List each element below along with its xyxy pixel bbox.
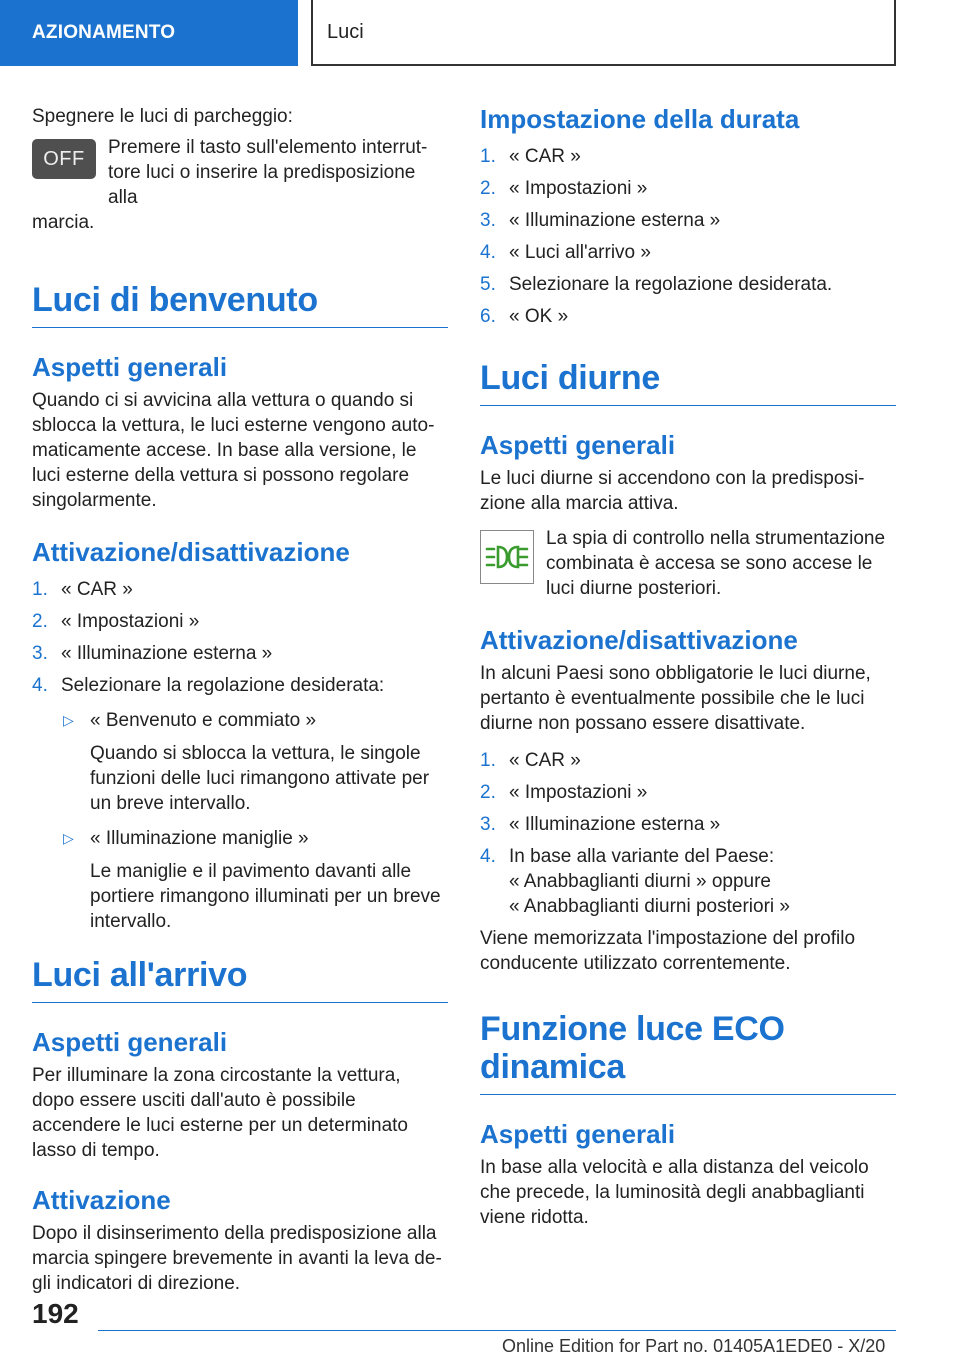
right-column <box>480 100 896 1230</box>
option-item: ▷ « Benvenuto e commiato » Quando si sblocca la vettura, le singole funzioni delle luci rimangono attivate per un breve intervallo. <box>61 708 448 816</box>
daytime-indicator-text: La spia di controllo nella strumentazione combinata è accesa se sono accese le luci diurne posteriori. <box>546 528 886 599</box>
step-item: 6. « OK » <box>480 306 569 327</box>
triangle-bullet-icon: ▷ <box>63 830 74 846</box>
step-item: 5. Selezionare la regolazione desiderata. <box>480 274 833 295</box>
welcome-options <box>61 708 448 934</box>
park-text-line: tore luci o inserire la predisposizione alla <box>108 162 416 208</box>
arrival-title: Luci all'arrivo <box>32 956 448 1003</box>
duration-steps <box>480 144 896 329</box>
duration-title: Impostazione della durata <box>480 104 800 134</box>
arrival-activation-text: Dopo il disinserimento della predisposizione alla marcia spingere brevemente in avanti la leva degli indicatori di direzione. <box>32 1223 442 1294</box>
arrival-general-title: Aspetti generali <box>32 1027 228 1057</box>
park-intro: Spegnere le luci di parcheggio: <box>32 106 293 127</box>
page-number: 192 <box>32 1298 79 1329</box>
step-item: 2. « Impostazioni » <box>480 782 648 803</box>
triangle-bullet-icon: ▷ <box>63 712 74 728</box>
daytime-title: Luci diurne <box>480 359 896 406</box>
arrival-activation-title: Attivazione <box>32 1185 171 1215</box>
daytime-activation-title: Attivazione/disattivazione <box>480 625 798 655</box>
option-item: ▷ « Illuminazione maniglie » Le maniglie e il pavimento davanti alle portiere rimangono illuminati per un breve intervallo. <box>61 826 448 934</box>
step-item: 4. « Luci all'arrivo » <box>480 242 651 263</box>
welcome-steps <box>32 577 448 934</box>
step-item: 3. « Illuminazione esterna » <box>32 643 273 664</box>
park-text-line: marcia. <box>32 212 95 233</box>
daytime-running-light-icon <box>480 530 534 584</box>
eco-general-title: Aspetti generali <box>480 1119 676 1149</box>
welcome-title: Luci di benvenuto <box>32 281 448 328</box>
arrival-general-text: Per illuminare la zona circostante la vettura, dopo essere usciti dall'auto è possibile accendere le luci esterne per un determinato lasso di tempo. <box>32 1065 409 1161</box>
park-off-row <box>32 135 448 210</box>
welcome-general-text: Quando ci si avvicina alla vettura o quando si sblocca la vettura, le luci esterne vengono automaticamente accese. In base alla versione, le luci esterne della vettura si possono regolare singolarmente. <box>32 390 435 511</box>
step-item: 3. « Illuminazione esterna » <box>480 814 721 835</box>
step-item: 1. « CAR » <box>32 579 133 600</box>
footer-divider <box>98 1330 896 1331</box>
header-section-tab: AZIONAMENTO <box>0 0 298 66</box>
step-item: 4. Selezionare la regolazione desiderata: ▷ « Benvenuto e commiato » Quando si sblocca la vettura, le singole funzioni delle luci rimangono attivate per un breve intervallo. ▷ « Illuminazione maniglie » Le maniglie e il pavimento davanti alle portiere rimangono illuminati per un breve intervallo. <box>32 673 448 934</box>
daytime-indicator-row <box>480 526 896 601</box>
option-desc: Le maniglie e il pavimento davanti alle portiere rimangono illuminati per un breve intervallo. <box>90 861 441 932</box>
left-column <box>32 100 448 1296</box>
step-item: 1. « CAR » <box>480 146 581 167</box>
daytime-general-text: Le luci diurne si accendono con la predisposizione alla marcia attiva. <box>480 468 865 514</box>
step-item: 3. « Illuminazione esterna » <box>480 210 721 231</box>
welcome-general-title: Aspetti generali <box>32 352 228 382</box>
footer-edition: Online Edition for Part no. 01405A1EDE0 - X/20 <box>502 1336 886 1356</box>
eco-title: Funzione luce ECO dinamica <box>480 1010 896 1095</box>
step-item: 1. « CAR » <box>480 750 581 771</box>
option-desc: Quando si sblocca la vettura, le singole funzioni delle luci rimangono attivate per un breve intervallo. <box>90 743 430 814</box>
welcome-activation-title: Attivazione/disattivazione <box>32 537 350 567</box>
eco-general-text: In base alla velocità e alla distanza del veicolo che precede, la luminosità degli anabbaglianti viene ridotta. <box>480 1157 869 1228</box>
step-item: 4. In base alla variante del Paese: « Anabbaglianti diurni » oppure « Anabbaglianti diurni posteriori » <box>480 846 790 917</box>
daytime-steps <box>480 748 896 919</box>
daytime-memo-text: Viene memorizzata l'impostazione del profilo conducente utilizzato correntemente. <box>480 928 856 974</box>
header-chapter-tab: Luci <box>311 0 896 66</box>
step-item: 2. « Impostazioni » <box>32 611 200 632</box>
daytime-general-title: Aspetti generali <box>480 430 676 460</box>
daytime-activation-text: In alcuni Paesi sono obbligatorie le luci diurne, pertanto è eventualmente possibile che le luci diurne non possano essere disattivate. <box>480 663 871 734</box>
off-button-icon: OFF <box>32 139 96 179</box>
step-item: 2. « Impostazioni » <box>480 178 648 199</box>
park-text-line: Premere il tasto sull'elemento interrut- <box>108 137 428 158</box>
